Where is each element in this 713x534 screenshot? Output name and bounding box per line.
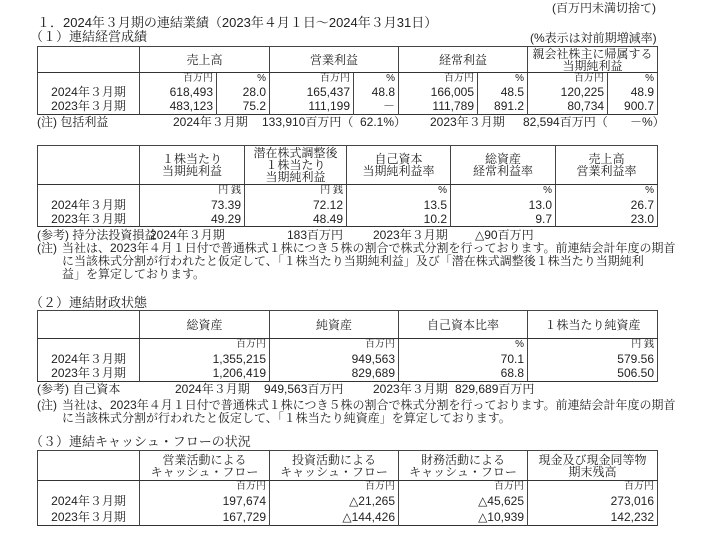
header-corner (38, 146, 140, 185)
fy2024-amount: 133,910百万円（ (262, 115, 354, 129)
table-row (38, 212, 658, 226)
fy2023-pct: －%） (630, 115, 665, 129)
unit-label: % (608, 73, 658, 86)
header-row (38, 451, 658, 481)
row-label (38, 73, 140, 86)
column-header: 営業利益 (270, 47, 399, 73)
table-cell: 1,355,215 (140, 351, 270, 366)
fy2024-pct: 62.1%） (360, 115, 407, 129)
row-label: 2024年３月期 (38, 197, 140, 212)
unit-label: 百万円 (140, 339, 270, 352)
note-line: に当該株式分割が行われたと仮定して、「１株当たり純資産」を算定しております。 (62, 411, 511, 425)
header-corner (38, 47, 140, 73)
table-cell: △144,426 (270, 509, 399, 525)
section-heading-results: （１）連結経営成績 (30, 29, 148, 44)
unit-label: % (347, 185, 451, 198)
table-cell: 73.39 (140, 197, 245, 212)
fy2023-amount: 829,689百万円 (455, 382, 535, 396)
table-cell: 80,734 (528, 99, 608, 114)
column-header: 現金及び現金同等物 期末残高 (528, 451, 658, 481)
fy2024-label: 2024年３月期 (150, 228, 225, 242)
header-corner (38, 451, 140, 481)
fy2023-label: 2023年３月期 (430, 115, 505, 129)
unit-label: % (354, 73, 399, 86)
table-cell: 949,563 (270, 351, 399, 366)
column-header: 財務活動による キャッシュ・フロー (399, 451, 528, 481)
header-row (38, 146, 658, 185)
table-cell: 197,674 (140, 493, 270, 509)
column-header: 投資活動による キャッシュ・フロー (270, 451, 399, 481)
fy2024-label: 2024年３月期 (175, 382, 250, 396)
table-cell: △45,625 (399, 493, 528, 509)
fy2023-amount: △90百万円 (475, 228, 534, 242)
unit-label: % (478, 73, 528, 86)
column-header: 純資産 (270, 311, 399, 339)
note-line: に当該株式分割が行われたと仮定して、「１株当たり当期純利益」及び「潜在株式調整後１株当たり当期純利 (62, 254, 644, 268)
table-cell: 70.1 (399, 351, 528, 366)
unit-row (38, 73, 658, 86)
table-row (38, 509, 658, 525)
unit-label: 百万円 (140, 481, 270, 494)
unit-label: 円 銭 (528, 339, 658, 352)
column-header: １株当たり純資産 (528, 311, 658, 339)
table-row (38, 493, 658, 509)
table-cell: 111,199 (270, 99, 354, 114)
row-label: 2023年３月期 (38, 509, 140, 525)
note-label: (注) (37, 241, 57, 255)
fy2024-label: 2024年３月期 (173, 115, 248, 129)
column-header: 営業活動による キャッシュ・フロー (140, 451, 270, 481)
unit-row (38, 339, 658, 352)
operating-results-table (37, 46, 658, 115)
row-label: 2023年３月期 (38, 212, 140, 226)
table-cell: 48.5 (478, 85, 528, 99)
column-header: 売上高 営業利益率 (556, 146, 658, 185)
table-cell: 9.7 (451, 212, 556, 226)
unit-label: 百万円 (399, 481, 528, 494)
section-heading-cash-flows: （３）連結キャッシュ・フローの状況 (30, 434, 251, 449)
note-label: (注) 包括利益 (37, 115, 109, 129)
column-header: １株当たり 当期純利益 (140, 146, 245, 185)
unit-row (38, 185, 658, 198)
unit-label: 百万円 (528, 73, 608, 86)
note-line: 益」を算定しております。 (62, 267, 206, 281)
note-label: (注) (37, 398, 57, 412)
table-cell: 48.49 (245, 212, 347, 226)
row-label (38, 481, 140, 494)
unit-label: 円 銭 (245, 185, 347, 198)
column-header: 総資産 経常利益率 (451, 146, 556, 185)
table-cell: － (354, 99, 399, 114)
table-cell: 618,493 (140, 85, 217, 99)
unit-label: 百万円 (270, 339, 399, 352)
table-cell: 13.5 (347, 197, 451, 212)
unit-label: 百万円 (399, 73, 478, 86)
table-row (38, 366, 658, 381)
header-corner (38, 311, 140, 339)
table-cell: 68.8 (399, 366, 528, 381)
table-cell: 75.2 (217, 99, 270, 114)
table-row (38, 99, 658, 114)
unit-label: 円 銭 (140, 185, 245, 198)
table-cell: 900.7 (608, 99, 658, 114)
table-cell: 165,437 (270, 85, 354, 99)
row-label: 2024年３月期 (38, 351, 140, 366)
row-label: 2023年３月期 (38, 366, 140, 381)
table-row (38, 85, 658, 99)
header-row (38, 47, 658, 73)
table-cell: 13.0 (451, 197, 556, 212)
cash-flows-table (37, 450, 658, 526)
table-cell: 483,123 (140, 99, 217, 114)
row-label (38, 339, 140, 352)
table-cell: 891.2 (478, 99, 528, 114)
table-cell: 26.7 (556, 197, 658, 212)
table-cell: △10,939 (399, 509, 528, 525)
unit-label: % (399, 339, 528, 352)
unit-label: 百万円 (270, 73, 354, 86)
table-cell: 28.0 (217, 85, 270, 99)
column-header: 売上高 (140, 47, 270, 73)
table-cell: 579.56 (528, 351, 658, 366)
financial-position-table (37, 310, 658, 382)
column-header: 自己資本 当期純利益率 (347, 146, 451, 185)
unit-row (38, 481, 658, 494)
row-label: 2024年３月期 (38, 493, 140, 509)
table-cell: 48.8 (354, 85, 399, 99)
unit-note: (百万円未満切捨て) (552, 1, 656, 15)
table-cell: 48.9 (608, 85, 658, 99)
table-cell: 506.50 (528, 366, 658, 381)
table-cell: 1,206,419 (140, 366, 270, 381)
table-cell: △21,265 (270, 493, 399, 509)
table-cell: 167,729 (140, 509, 270, 525)
fy2023-amount: 82,594百万円（ (523, 115, 608, 129)
table-cell: 10.2 (347, 212, 451, 226)
row-label: 2023年３月期 (38, 99, 140, 114)
unit-label: % (556, 185, 658, 198)
table-cell: 142,232 (528, 509, 658, 525)
column-header: 潜在株式調整後 １株当たり 当期純利益 (245, 146, 347, 185)
fy2024-amount: 183百万円 (287, 228, 344, 242)
table-row (38, 351, 658, 366)
unit-label: % (217, 73, 270, 86)
page-title: １．2024年３月期の連結業績（2023年４月１日～2024年３月31日） (37, 15, 438, 30)
table-row (38, 197, 658, 212)
unit-label: 百万円 (140, 73, 217, 86)
table-cell: 166,005 (399, 85, 478, 99)
fy2023-label: 2023年３月期 (373, 228, 448, 242)
column-header: 親会社株主に帰属する 当期純利益 (528, 47, 658, 73)
row-label: 2024年３月期 (38, 85, 140, 99)
table-cell: 120,225 (528, 85, 608, 99)
table-cell: 72.12 (245, 197, 347, 212)
table-cell: 829,689 (270, 366, 399, 381)
table-cell: 49.29 (140, 212, 245, 226)
fy2024-amount: 949,563百万円 (264, 382, 344, 396)
note-line: 当社は、2023年４月１日付で普通株式１株につき５株の割合で株式分割を行っております。前連結会計年度の期首 (62, 241, 676, 255)
header-row (38, 311, 658, 339)
row-label (38, 185, 140, 198)
column-header: 自己資本比率 (399, 311, 528, 339)
table-cell: 23.0 (556, 212, 658, 226)
pct-note: (%表示は対前期増減率) (530, 31, 657, 45)
table-cell: 273,016 (528, 493, 658, 509)
section-heading-financial-position: （２）連結財政状態 (30, 295, 148, 310)
unit-label: 百万円 (270, 481, 399, 494)
table-cell: 111,789 (399, 99, 478, 114)
unit-label: % (451, 185, 556, 198)
per-share-table (37, 145, 658, 227)
column-header: 経常利益 (399, 47, 528, 73)
reference-label: (参考) 自己資本 (37, 382, 121, 396)
fy2023-label: 2023年３月期 (373, 382, 448, 396)
unit-label: 百万円 (528, 481, 658, 494)
reference-label: (参考) 持分法投資損益 (37, 228, 157, 242)
note-line: 当社は、2023年４月１日付で普通株式１株につき５株の割合で株式分割を行っております。前連結会計年度の期首 (62, 398, 676, 412)
column-header: 総資産 (140, 311, 270, 339)
